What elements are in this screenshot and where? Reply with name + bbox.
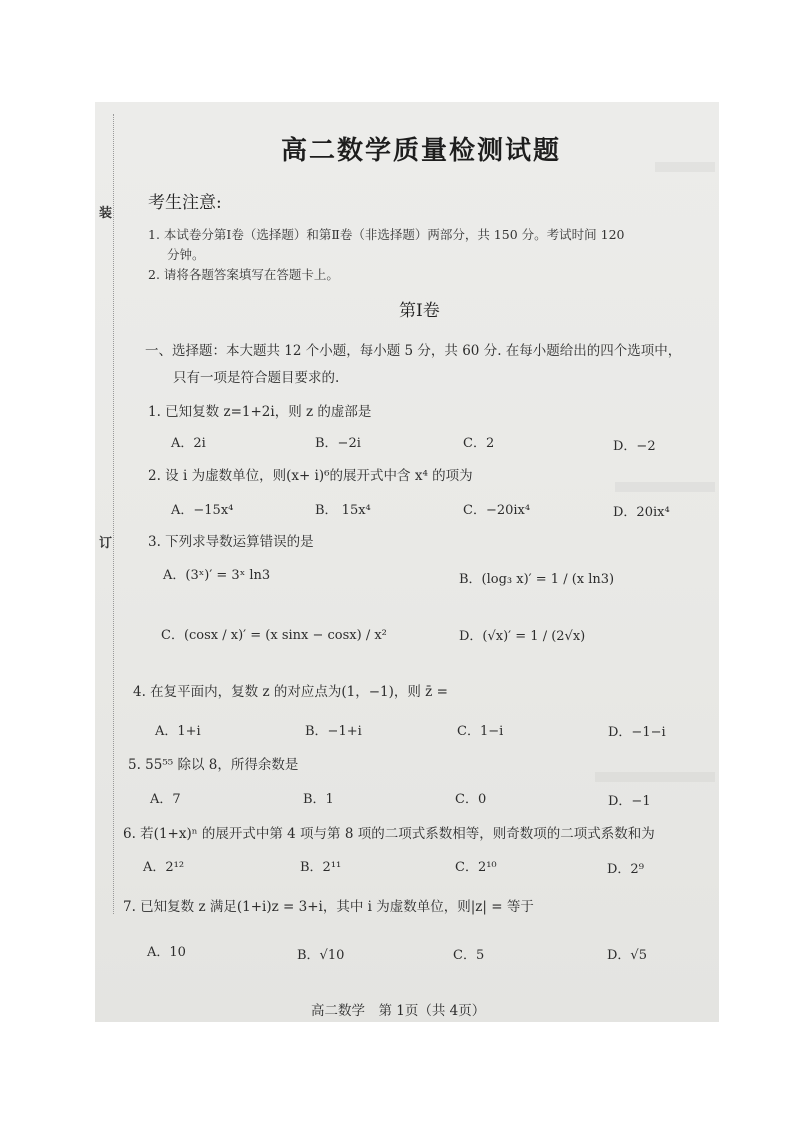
question-7-stem: 7. 已知复数 z 满足(1+i)z = 3+i，其中 i 为虚数单位，则|z| = 等于 <box>123 899 534 915</box>
question-5-stem: 5. 55⁵⁵ 除以 8，所得余数是 <box>128 757 299 773</box>
question-2-option-d: D．20ix⁴ <box>613 505 670 520</box>
question-3-option-c: C．(cosx / x)′ = (x sinx − cosx) / x² <box>161 628 387 643</box>
bleed-through-mark <box>595 772 715 782</box>
page-footer: 高二数学 第 1页（共 4页） <box>311 1003 486 1019</box>
question-2-option-a: A．−15x⁴ <box>171 503 234 518</box>
question-1-option-b: B．−2i <box>315 436 361 451</box>
question-3-option-b: B．(log₃ x)′ = 1 / (x ln3) <box>459 572 615 587</box>
question-6-option-d: D．2⁹ <box>607 862 644 877</box>
question-4-option-d: D．−1−i <box>608 725 666 740</box>
question-4-option-b: B．−1+i <box>305 724 362 739</box>
question-5-option-b: B．1 <box>303 792 334 807</box>
question-6-stem: 6. 若(1+x)ⁿ 的展开式中第 4 项与第 8 项的二项式系数相等，则奇数项的二项式系数和为 <box>123 826 655 842</box>
question-5-option-a: A．7 <box>150 792 181 807</box>
notice-item-1-cont: 分钟。 <box>167 247 205 262</box>
question-4-option-c: C．1−i <box>457 724 504 739</box>
question-1-option-d: D．−2 <box>613 439 656 454</box>
bleed-through-mark <box>615 482 715 492</box>
question-3-stem: 3. 下列求导数运算错误的是 <box>148 534 314 550</box>
question-6-option-b: B．2¹¹ <box>300 860 342 875</box>
question-5-option-d: D．−1 <box>608 794 651 809</box>
question-5-option-c: C．0 <box>455 792 487 807</box>
question-7-option-c: C．5 <box>453 948 485 963</box>
volume-title: 第Ⅰ卷 <box>399 301 440 321</box>
question-2-option-b: B． 15x⁴ <box>315 503 371 518</box>
question-1-stem: 1. 已知复数 z=1+2i，则 z 的虚部是 <box>148 404 372 420</box>
binding-dotted-line <box>113 114 114 914</box>
notice-title: 考生注意: <box>148 193 222 213</box>
part-instructions-line1: 一、选择题：本大题共 12 个小题，每小题 5 分，共 60 分. 在每小题给出的四个选项中， <box>145 343 682 359</box>
question-3-option-d: D．(√x)′ = 1 / (2√x) <box>459 629 586 644</box>
binding-mark-ding: 订 <box>99 536 113 551</box>
question-7-option-b: B．√10 <box>297 948 345 963</box>
part-instructions-line2: 只有一项是符合题目要求的. <box>173 370 340 386</box>
question-2-stem: 2. 设 i 为虚数单位，则(x+ i)⁶的展开式中含 x⁴ 的项为 <box>148 468 473 484</box>
question-1-option-a: A．2i <box>171 436 206 451</box>
notice-item-1: 1. 本试卷分第Ⅰ卷（选择题）和第Ⅱ卷（非选择题）两部分，共 150 分。考试时间 120 <box>148 227 625 242</box>
notice-item-2: 2. 请将各题答案填写在答题卡上。 <box>148 267 339 282</box>
page-title: 高二数学质量检测试题 <box>281 136 562 166</box>
question-6-option-c: C．2¹⁰ <box>455 860 497 875</box>
question-3-option-a: A．(3ˣ)′ = 3ˣ ln3 <box>163 568 271 583</box>
exam-page <box>95 102 719 1022</box>
question-1-option-c: C．2 <box>463 436 495 451</box>
question-2-option-c: C．−20ix⁴ <box>463 503 531 518</box>
bleed-through-mark <box>655 162 715 172</box>
question-4-stem: 4. 在复平面内，复数 z 的对应点为(1，−1)，则 z̄ = <box>133 684 448 700</box>
binding-mark-zhuang: 装 <box>99 206 113 221</box>
question-6-option-a: A．2¹² <box>143 860 185 875</box>
question-7-option-a: A．10 <box>147 945 186 960</box>
question-7-option-d: D．√5 <box>607 948 647 963</box>
question-4-option-a: A．1+i <box>155 724 201 739</box>
